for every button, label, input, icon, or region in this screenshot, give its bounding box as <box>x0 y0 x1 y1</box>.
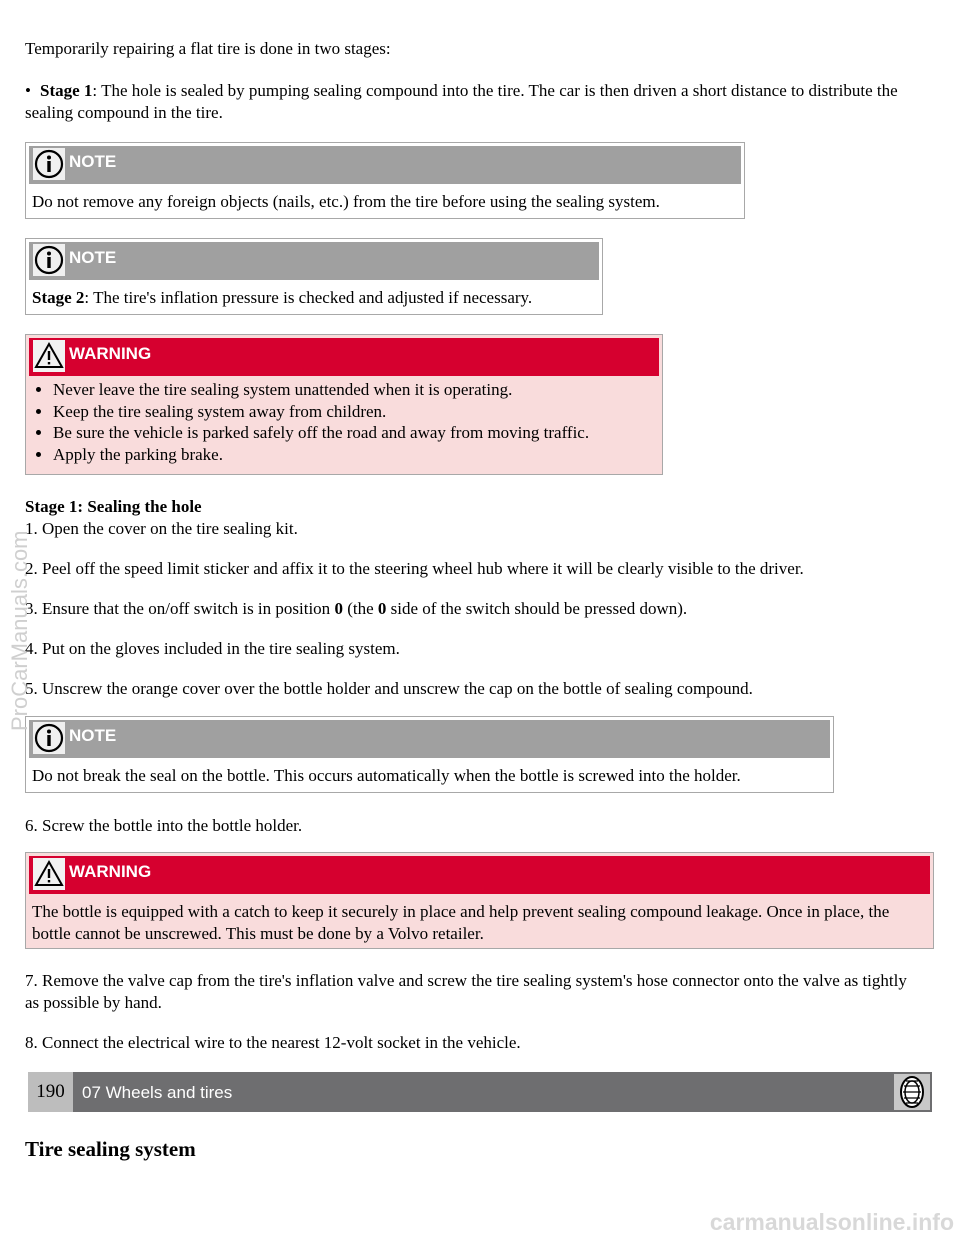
step-3-text: side of the switch should be pressed down). <box>386 599 688 618</box>
warning-item: • Keep the tire sealing system away from children. <box>53 401 662 423</box>
tire-icon <box>894 1074 930 1110</box>
intro-text: Temporarily repairing a flat tire is done in two stages: <box>25 39 391 58</box>
info-icon <box>33 244 65 276</box>
note-title: NOTE <box>69 152 117 171</box>
step-3-value: 0 <box>377 599 387 618</box>
warning-item: • Apply the parking brake. <box>53 444 662 466</box>
step-7: 7. Remove the valve cap from the tire's inflation valve and screw the tire sealing system's hose connector onto the valve as tightly as possible by hand. <box>25 971 907 1012</box>
step-8: 8. Connect the electrical wire to the nearest 12-volt socket in the vehicle. <box>25 1033 521 1052</box>
step-3-text: 3. Ensure that the on/off switch is in position <box>25 599 335 618</box>
warning-box-1 <box>25 334 663 475</box>
info-icon <box>33 148 65 180</box>
step-6: 6. Screw the bottle into the bottle holder. <box>25 816 303 835</box>
stage2-label: Stage 2 <box>32 288 85 307</box>
note-title: NOTE <box>69 726 117 745</box>
note-text: : The tire's inflation pressure is checked and adjusted if necessary. <box>84 288 533 307</box>
note-box-1 <box>25 142 745 219</box>
warning-header <box>29 338 659 376</box>
note-text: Do not break the seal on the bottle. This occurs automatically when the bottle is screwed into the holder. <box>32 766 741 785</box>
site-watermark: carmanualsonline.info <box>709 1209 954 1235</box>
section-title: 07 Wheels and tires <box>82 1083 233 1102</box>
warning-triangle-icon <box>33 858 65 890</box>
step-2: 2. Peel off the speed limit sticker and affix it to the steering wheel hub where it will be clearly visible to the driver. <box>25 559 804 578</box>
note-header <box>29 146 741 184</box>
warning-text: The bottle is equipped with a catch to keep it securely in place and help prevent sealing compound leakage. Once in place, the bottle cannot be unscrewed. This must be done by a Volvo retailer. <box>32 902 890 943</box>
section-footer-bar <box>28 1072 932 1112</box>
warning-title: WARNING <box>69 344 152 363</box>
note-header <box>29 242 599 280</box>
note-box-3 <box>25 716 834 793</box>
note-text: Do not remove any foreign objects (nails, etc.) from the tire before using the sealing system. <box>32 192 660 211</box>
info-icon <box>33 722 65 754</box>
step-3-text: (the <box>342 599 378 618</box>
warning-item: • Never leave the tire sealing system unattended when it is operating. <box>53 379 662 401</box>
note-box-2 <box>25 238 603 315</box>
side-watermark: ProCarManuals.com <box>7 530 32 731</box>
stage1-text: : The hole is sealed by pumping sealing compound into the tire. The car is then driven a short distance to distribute the sealing compound in the tire. <box>25 81 898 122</box>
warning-item: • Be sure the vehicle is parked safely off the road and away from moving traffic. <box>53 422 662 444</box>
warning-box-2 <box>25 852 934 949</box>
page-number: 190 <box>28 1072 73 1112</box>
step-4: 4. Put on the gloves included in the tire sealing system. <box>25 639 400 658</box>
page-title: Tire sealing system <box>25 1137 196 1161</box>
note-header <box>29 720 830 758</box>
step-3 <box>25 598 687 620</box>
bullet-dot: • <box>25 81 31 100</box>
warning-header <box>29 856 930 894</box>
stage1-heading: Stage 1: Sealing the hole <box>25 497 202 516</box>
warning-list <box>26 379 662 465</box>
step-1: 1. Open the cover on the tire sealing kit. <box>25 519 298 538</box>
step-3-value: 0 <box>334 599 343 618</box>
note-title: NOTE <box>69 248 117 267</box>
stage1-label: Stage 1 <box>40 81 93 100</box>
warning-title: WARNING <box>69 862 152 881</box>
step-5: 5. Unscrew the orange cover over the bottle holder and unscrew the cap on the bottle of sealing compound. <box>25 679 753 698</box>
warning-triangle-icon <box>33 340 65 372</box>
stage1-bullet <box>25 80 910 124</box>
